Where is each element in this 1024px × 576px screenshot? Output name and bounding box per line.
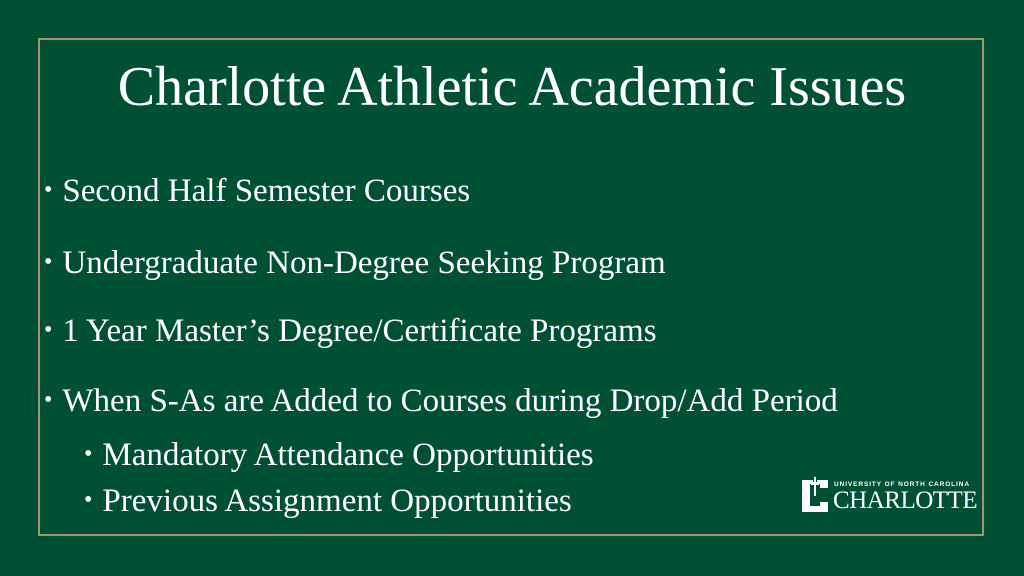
sub-bullet-text: Previous Assignment Opportunities xyxy=(102,483,572,519)
bullet-item xyxy=(44,380,838,421)
unc-charlotte-logo xyxy=(798,474,978,516)
bullet-dot: • xyxy=(84,487,93,513)
bullet-dot: • xyxy=(44,387,53,413)
logo-charlotte-text: CHARLOTTE xyxy=(833,487,978,514)
bullet-text: Undergraduate Non-Degree Seeking Program xyxy=(62,245,666,281)
sub-bullet-item xyxy=(84,480,572,521)
bullet-item xyxy=(44,310,657,351)
bullet-dot: • xyxy=(44,249,53,275)
sub-bullet-text: Mandatory Attendance Opportunities xyxy=(102,437,594,473)
bullet-item xyxy=(44,242,666,283)
charlotte-c-crown-icon xyxy=(798,474,832,516)
sub-bullet-item xyxy=(84,434,594,475)
bullet-text: 1 Year Master’s Degree/Certificate Programs xyxy=(62,313,657,349)
bullet-text: Second Half Semester Courses xyxy=(62,173,471,209)
bullet-item xyxy=(44,170,470,211)
bullet-dot: • xyxy=(84,441,93,467)
bullet-dot: • xyxy=(44,177,53,203)
slide-title: Charlotte Athletic Academic Issues xyxy=(117,56,907,118)
bullet-dot: • xyxy=(44,317,53,343)
logo-university-text: UNIVERSITY OF NORTH CAROLINA xyxy=(834,481,970,488)
bullet-text: When S-As are Added to Courses during Drop/Add Period xyxy=(62,383,838,419)
